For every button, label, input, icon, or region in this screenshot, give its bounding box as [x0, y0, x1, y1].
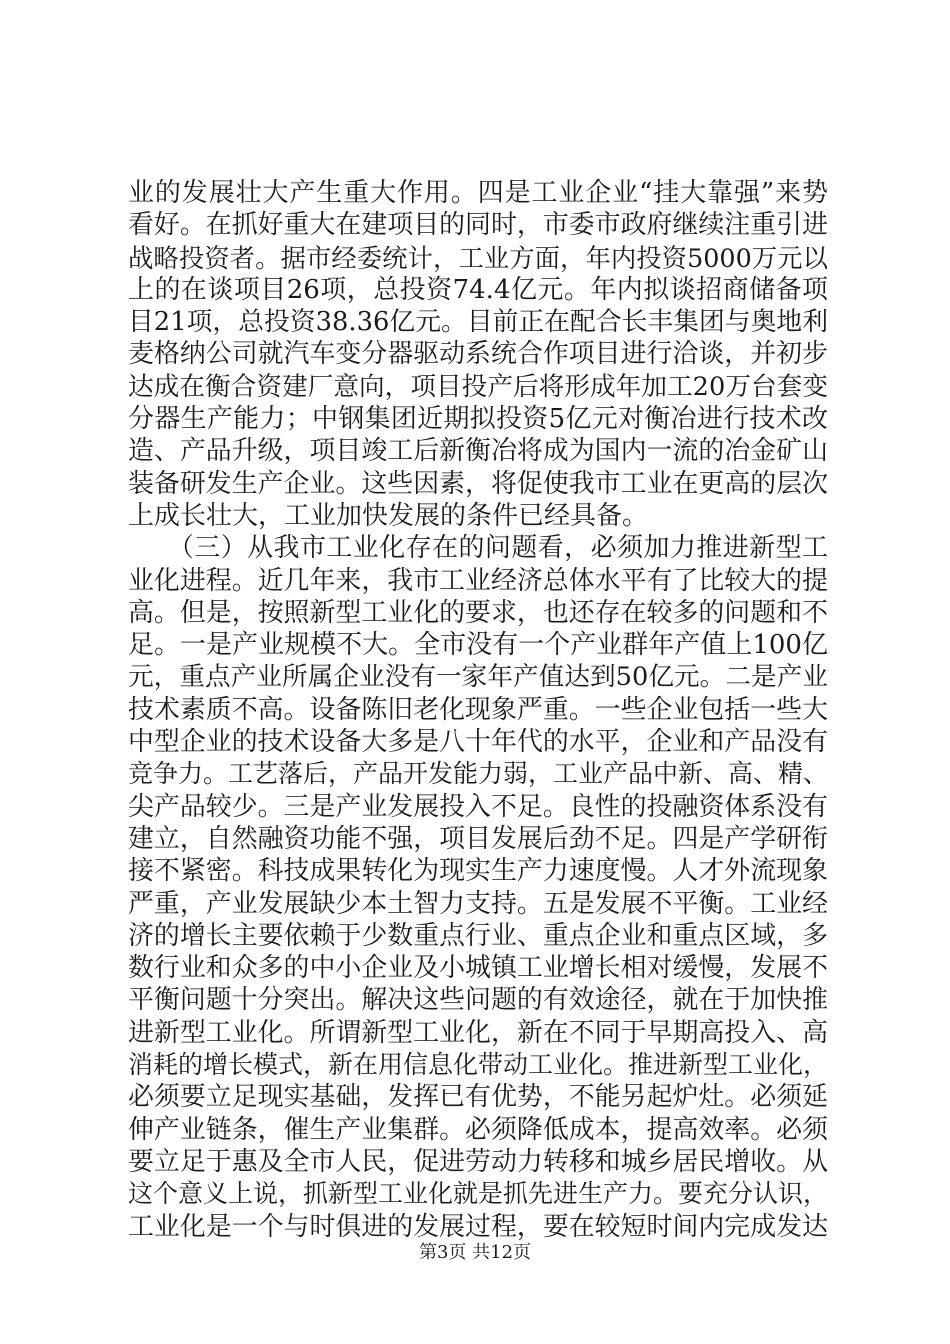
text-line: 平衡问题十分突出。解决这些问题的有效途径，就在于加快推 [128, 985, 828, 1016]
text-line: 济的增长主要依赖于少数重点行业、重点企业和重点区域，多 [128, 920, 828, 951]
text-line: 看好。在抓好重大在建项目的同时，市委市政府继续注重引进 [128, 210, 828, 241]
text-line: 数行业和众多的中小企业及小城镇工业增长相对缓慢，发展不 [128, 953, 828, 984]
text-line: 高。但是，按照新型工业化的要求，也还存在较多的问题和不 [128, 597, 828, 628]
text-line: 业的发展壮大产生重大作用。四是工业企业“挂大靠强”来势 [128, 178, 828, 208]
text-line: 严重，产业发展缺少本土智力支持。五是发展不平衡。工业经 [128, 888, 828, 919]
text-line: 达成在衡合资建厂意向，项目投产后将形成年加工20万台套变 [128, 371, 828, 402]
text-line: 上成长壮大，工业加快发展的条件已经具备。 [128, 500, 649, 531]
text-line: 尖产品较少。三是产业发展投入不足。良性的投融资体系没有 [128, 791, 828, 822]
text-line: 分器生产能力；中钢集团近期拟投资5亿元对衡冶进行技术改 [128, 404, 828, 435]
text-line: 战略投资者。据市经委统计，工业方面，年内投资5000万元以 [128, 242, 828, 273]
text-line: 建立，自然融资功能不强，项目发展后劲不足。四是产学研衔 [128, 823, 828, 854]
text-line: 竞争力。工艺落后，产品开发能力弱，工业产品中新、高、精、 [128, 759, 829, 789]
text-line: 足。一是产业规模不大。全市没有一个产业群年产值上100亿 [128, 630, 828, 661]
text-line: （三）从我市工业化存在的问题看，必须加力推进新型工 [128, 533, 828, 564]
text-line: 伸产业链条，催生产业集群。必须降低成本，提高效率。必须 [128, 1114, 828, 1145]
text-line: 目21项，总投资38.36亿元。目前正在配合长丰集团与奥地利 [128, 307, 828, 338]
text-line: 技术素质不高。设备陈旧老化现象严重。一些企业包括一些大 [128, 694, 828, 725]
text-line: 要立足于惠及全市人民，促进劳动力转移和城乡居民增收。从 [128, 1146, 828, 1177]
text-line: 必须要立足现实基础，发挥已有优势，不能另起炉灶。必须延 [128, 1082, 828, 1113]
text-line: 业化进程。近几年来，我市工业经济总体水平有了比较大的提 [128, 565, 828, 596]
text-line: 中型企业的技术设备大多是八十年代的水平，企业和产品没有 [128, 727, 828, 758]
text-line: 接不紧密。科技成果转化为现实生产力速度慢。人才外流现象 [128, 856, 828, 887]
text-line: 工业化是一个与时俱进的发展过程，要在较短时间内完成发达 [128, 1211, 828, 1242]
document-body [128, 177, 828, 1243]
text-line: 这个意义上说，抓新型工业化就是抓先进生产力。要充分认识， [128, 1179, 829, 1209]
text-line: 元，重点产业所属企业没有一家年产值达到50亿元。二是产业 [128, 662, 828, 693]
text-line: 装备研发生产企业。这些因素，将促使我市工业在更高的层次 [128, 468, 828, 499]
text-line: 麦格纳公司就汽车变分器驱动系统合作项目进行洽谈，并初步 [128, 339, 828, 370]
text-line: 造、产品升级，项目竣工后新衡冶将成为国内一流的冶金矿山 [128, 436, 828, 467]
text-line: 进新型工业化。所谓新型工业化，新在不同于早期高投入、高 [128, 1017, 828, 1048]
text-line: 消耗的增长模式，新在用信息化带动工业化。推进新型工业化， [128, 1050, 829, 1080]
text-line: 上的在谈项目26项，总投资74.4亿元。年内拟谈招商储备项 [128, 274, 828, 305]
page-number-footer: 第3页 共12页 [418, 1242, 532, 1263]
